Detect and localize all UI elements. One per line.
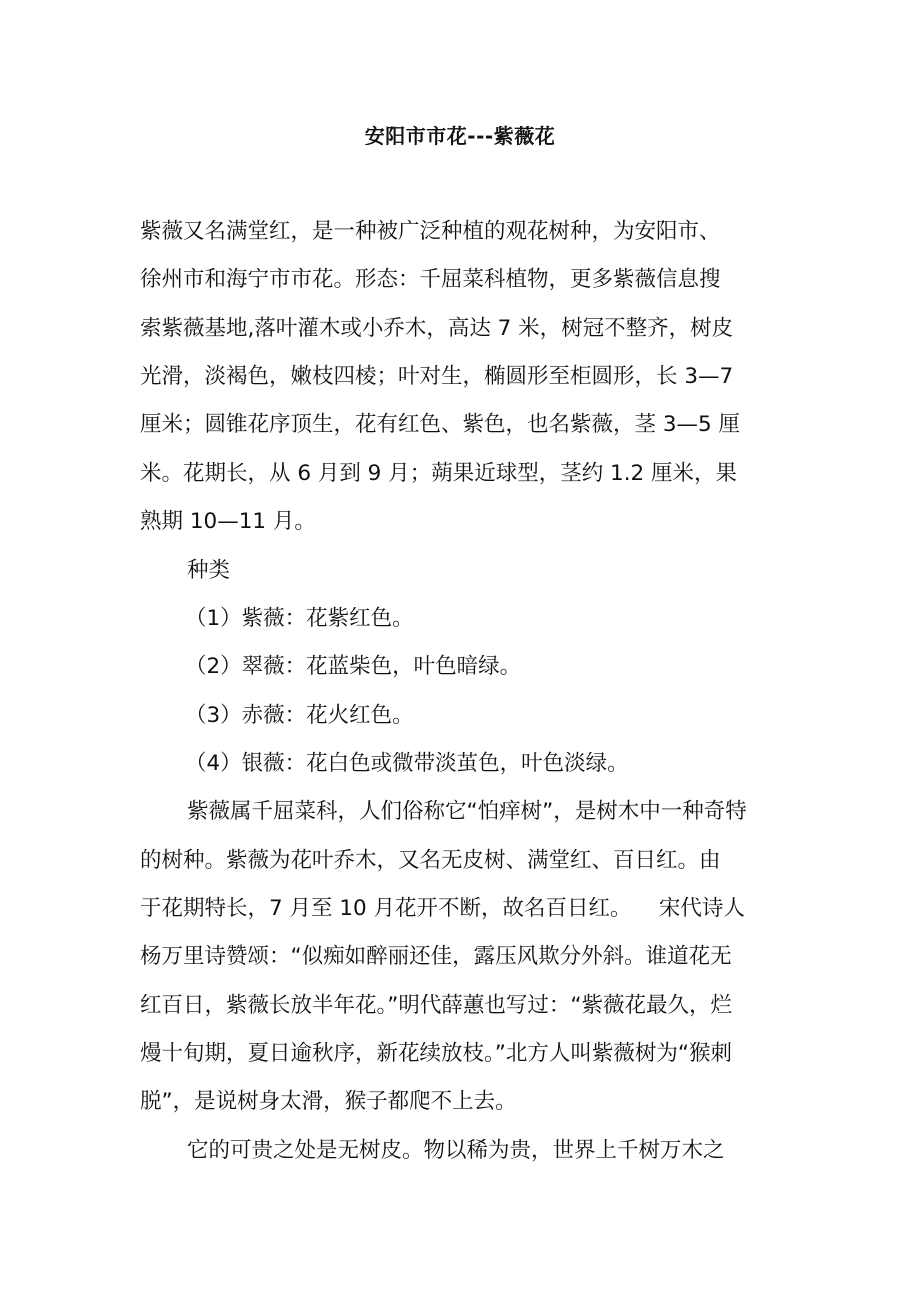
- variety-item-1: （1）紫薇：花紫红色。: [185, 606, 414, 631]
- paragraph-1-line-5: 厘米；圆锥花序顶生，花有红色、紫色，也名紫薇，茎 3—5 厘: [140, 412, 741, 437]
- paragraph-2-line-7: 脱”，是说树身太滑，猴子都爬不上去。: [140, 1089, 517, 1114]
- document-title: 安阳市市花---紫薇花: [364, 124, 556, 148]
- paragraph-2-line-3: 于花期特长，7 月至 10 月花开不断，故名百日红。 宋代诗人: [140, 896, 745, 921]
- paragraph-2-line-1: 紫薇属千屈菜科，人们俗称它“怕痒树”，是树木中一种奇特: [187, 799, 747, 824]
- paragraph-1-line-1: 紫薇又名满堂红，是一种被广泛种植的观花树种，为安阳市、: [140, 219, 721, 244]
- paragraph-1-line-3: 索紫薇基地,落叶灌木或小乔木，高达 7 米，树冠不整齐，树皮: [140, 316, 734, 341]
- variety-item-4: （4）银薇：花白色或微带淡茧色，叶色淡绿。: [185, 751, 629, 776]
- section-heading-varieties: 种类: [187, 558, 231, 583]
- paragraph-2-line-6: 熳十旬期，夏日逾秋序，新花续放枝。”北方人叫紫薇树为“猴刺: [140, 1041, 733, 1066]
- paragraph-1-line-4: 光滑，淡褐色，嫩枝四棱；叶对生，椭圆形至柜圆形，长 3—7: [140, 364, 734, 389]
- paragraph-2-line-2: 的树种。紫薇为花叶乔木，又名无皮树、满堂红、百日红。由: [140, 848, 721, 873]
- paragraph-3-line-1: 它的可贵之处是无树皮。物以稀为贵，世界上千树万木之: [187, 1138, 725, 1163]
- paragraph-2-line-4: 杨万里诗赞颂：“似痴如醉丽还佳，露压风欺分外斜。谁道花无: [140, 944, 732, 969]
- paragraph-1-line-2: 徐州市和海宁市市花。形态：千屈菜科植物，更多紫薇信息搜: [140, 267, 721, 292]
- paragraph-1-line-7: 熟期 10—11 月。: [140, 509, 316, 534]
- variety-item-3: （3）赤薇：花火红色。: [185, 703, 414, 728]
- paragraph-1-line-6: 米。花期长，从 6 月到 9 月；蒴果近球型，茎约 1.2 厘米，果: [140, 461, 738, 486]
- paragraph-2-line-5: 红百日，紫薇长放半年花。”明代薛蕙也写过：“紫薇花最久，烂: [140, 993, 733, 1018]
- variety-item-2: （2）翠薇：花蓝柴色，叶色暗绿。: [185, 654, 522, 679]
